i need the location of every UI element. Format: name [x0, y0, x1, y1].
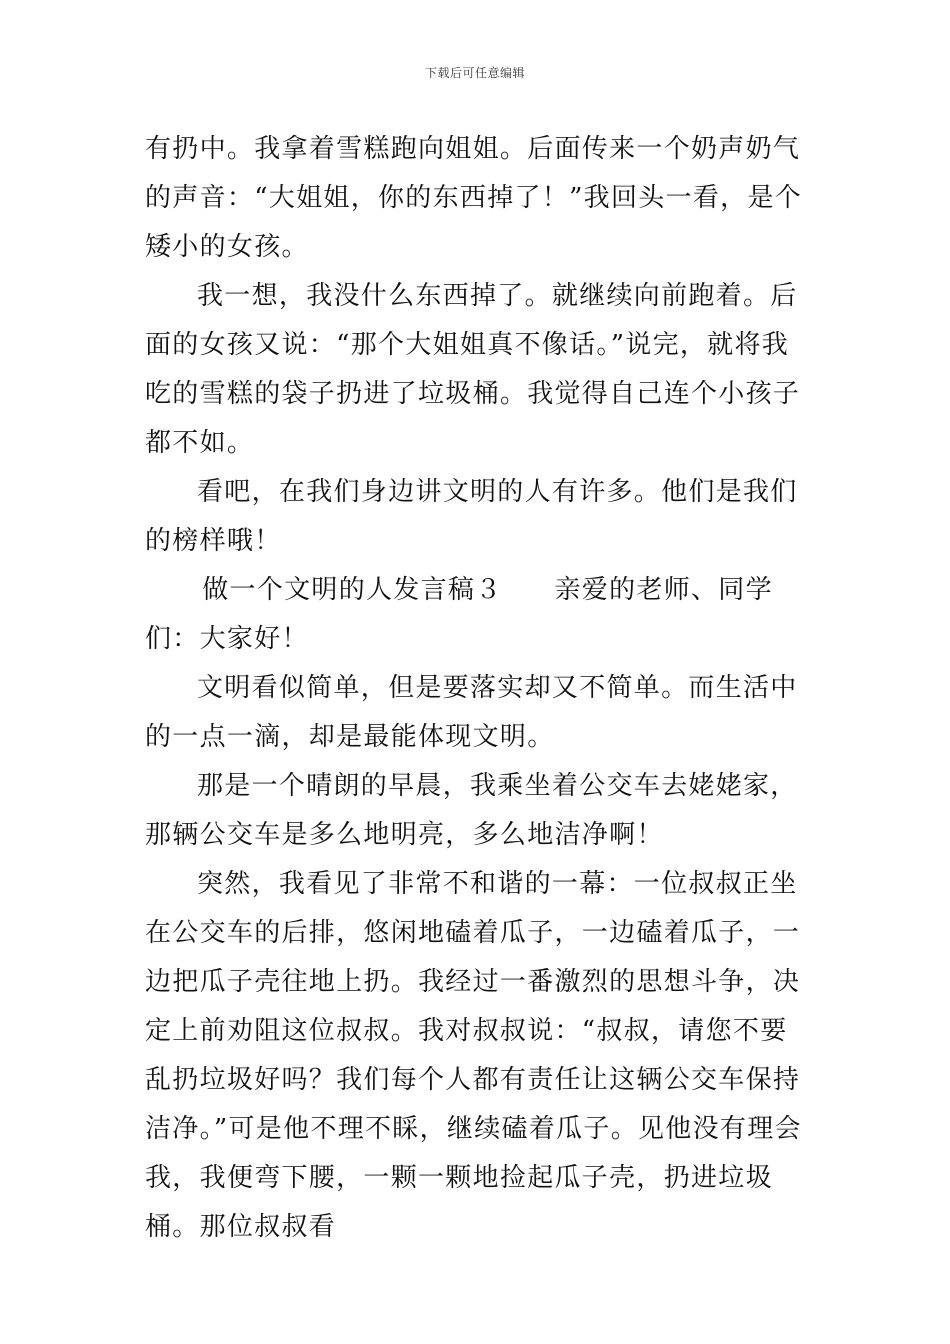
paragraph: 那是一个晴朗的早晨，我乘坐着公交车去姥姥家，那辆公交车是多么地明亮，多么地洁净啊！ — [145, 771, 798, 850]
greeting-text: 亲爱的老师、同学们：大家好！ — [145, 575, 773, 654]
page-header: 下载后可任意编辑 — [424, 66, 525, 80]
document-body — [145, 125, 810, 1252]
section-title: 做一个文明的人发言稿３ — [202, 575, 503, 605]
paragraph: 看吧，在我们身边讲文明的人有许多。他们是我们的榜样哦！ — [145, 477, 798, 556]
paragraph: 我一想，我没什么东西掉了。就继续向前跑着。后面的女孩又说：“那个大姐姐真不像话。”说完，就将我吃的雪糕的袋子扔进了垃圾桶。我觉得自己连个小孩子都不如。 — [145, 281, 801, 458]
paragraph: 突然，我看见了非常不和谐的一幕：一位叔叔正坐在公交车的后排，悠闲地磕着瓜子，一边磕着瓜子，一边把瓜子壳往地上扔。我经过一番激烈的思想斗争，决定上前劝阻这位叔叔。我对叔叔说：“叔叔，请您不要乱扔垃圾好吗？我们每个人都有责任让这辆公交车保持洁净。”可是他不理不睬，继续磕着瓜子。见他没有理会我，我便弯下腰，一颗一颗地捡起瓜子壳，扔进垃圾桶。那位叔叔看 — [145, 869, 802, 1242]
section-title-paragraph — [145, 566, 810, 664]
paragraph: 文明看似简单，但是要落实却又不简单。而生活中的一点一滴，却是最能体现文明。 — [145, 673, 798, 752]
paragraph-continuation: 有扔中。我拿着雪糕跑向姐姐。后面传来一个奶声奶气的声音：“大姐姐，你的东西掉了！”我回头一看，是个矮小的女孩。 — [145, 134, 803, 262]
